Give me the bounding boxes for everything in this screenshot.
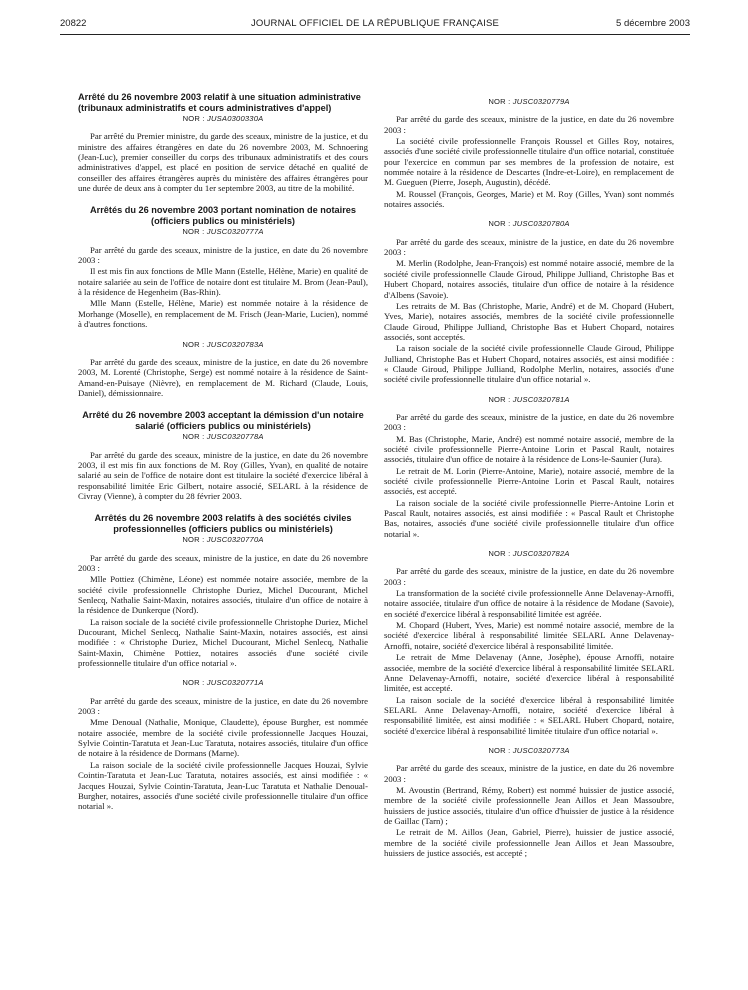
nor-reference: NOR : JUSC0320777A	[182, 227, 264, 237]
section-title: Arrêtés du 26 novembre 2003 relatifs à des sociétés civiles professionnelles (officiers publics ou ministériels)	[94, 513, 352, 534]
page-number: 20822	[60, 18, 87, 29]
decree-subsection	[78, 678, 368, 811]
paragraph: Par arrêté du garde des sceaux, ministre de la justice, en date du 26 novembre 2003 :	[78, 244, 368, 266]
paragraph: Il est mis fin aux fonctions de Mlle Mann (Estelle, Hélène, Marie) en qualité de notaire salariée au sein de l'office de notaire dont est titulaire M. Brom (Jean-Paul), à la résidence de Hegenheim (Bas-Rhin).	[78, 266, 368, 298]
nor-reference: NOR : JUSC0320771A	[182, 678, 264, 688]
paragraph: Par arrêté du garde des sceaux, ministre de la justice, en date du 26 novembre 2003 :	[384, 763, 674, 784]
decree-section	[78, 410, 368, 501]
paragraph: M. Bas (Christophe, Marie, André) est nommé notaire associé, membre de la société civile professionnelle Pierre-Antoine Lorin et Pascal Rault, notaires associés, titulaire d'un office de notaire à la résidence de Lons-le-Saunier (Jura).	[384, 433, 674, 465]
paragraph: M. Roussel (François, Georges, Marie) et M. Roy (Gilles, Yvan) sont nommés notaires associés.	[384, 188, 674, 210]
decree-subsection	[384, 746, 674, 858]
decree-subsection	[78, 340, 368, 399]
decree-section	[78, 513, 368, 668]
nor-reference: NOR : JUSC0320778A	[182, 432, 264, 442]
decree-subsection	[384, 395, 674, 539]
nor-reference: NOR : JUSC0320783A	[182, 339, 264, 349]
decree-subsection	[384, 97, 674, 209]
nor-reference: NOR : JUSC0320782A	[488, 549, 570, 559]
right-column	[384, 96, 674, 859]
nor-reference: NOR : JUSC0320770A	[182, 535, 264, 545]
decree-subsection	[384, 219, 674, 384]
paragraph: Le retrait de M. Aillos (Jean, Gabriel, Pierre), huissier de justice associé, membre de la société civile professionnelle Jean Aillos et Jean Massoubre, huissiers de justice associés, est accepté ;	[384, 827, 674, 858]
paragraph: La société civile professionnelle François Roussel et Gilles Roy, notaires, associés d'une société civile professionnelle titulaire d'un office notarial, constituée pour l'exercice en commun par ses membres de la profession de notaire, est nommée notaire à la résidence de Descartes (Indre-et-Loire), en remplacement de M. Gueguen (Pierre, Joseph, Augustin), décédé.	[384, 136, 674, 188]
decree-section	[78, 205, 368, 329]
paragraph: Par arrêté du garde des sceaux, ministre de la justice, en date du 26 novembre 2003 :	[384, 114, 674, 135]
paragraph: Par arrêté du garde des sceaux, ministre de la justice, en date du 26 novembre 2003 :	[78, 695, 368, 717]
nor-reference: NOR : JUSC0320781A	[488, 394, 570, 404]
paragraph: La raison sociale de la société civile professionnelle Christophe Duriez, Michel Ducourant, Michel Senlecq, Nathalie Saint-Maxin, notaires associés, est ainsi modifiée : « Christophe Duriez, Michel Ducourant, Michel Senlecq, Nathalie Saint-Maxin, Chimène Pottiez, notaires associés d'une société civile professionnelle titulaire d'un office notarial ».	[78, 616, 368, 669]
paragraph: Par arrêté du garde des sceaux, ministre de la justice, en date du 26 novembre 2003 :	[384, 236, 674, 258]
paragraph: Par arrêté du garde des sceaux, ministre de la justice, en date du 26 novembre 2003, M. Lorenté (Christophe, Serge) est nommé notaire à la résidence de Saint-Amand-en-Puisaye (Nièvre), en remplacement de M. Richard (Claude, Louis, Daniel), démissionnaire.	[78, 356, 368, 398]
left-column	[78, 92, 368, 813]
journal-title: JOURNAL OFFICIEL DE LA RÉPUBLIQUE FRANÇAISE	[250, 18, 500, 29]
paragraph: Par arrêté du garde des sceaux, ministre de la justice, en date du 26 novembre 2003 :	[384, 566, 674, 587]
paragraph: La raison sociale de la société civile professionnelle Jacques Houzai, Sylvie Cointin-Taratuta et Jean-Luc Taratuta, notaires associés, est ainsi modifiée : « Jacques Houzai, Sylvie Cointin-Taratuta, Jean-Luc Taratuta et Nathalie Denoual-Burgher, notaires, associés d'une société civile professionnelle titulaire d'un office notarial ».	[78, 759, 368, 812]
paragraph: La raison sociale de la société d'exercice libéral à responsabilité limitée SELARL Anne Delavenay-Arnoffi, notaire, société d'exercice libéral à responsabilité limitée, est ainsi modifiée : « SELARL Hubert Chopard, notaire, société d'exercice libéral à responsabilité limitée titulaire d'un office notarial ».	[384, 694, 674, 736]
paragraph: M. Chopard (Hubert, Yves, Marie) est nommé notaire associé, membre de la société d'exercice libéral à responsabilité limitée SELARL Anne Delavenay-Arnoffi, notaire, société d'exercice libéral à responsabilité limitée.	[384, 620, 674, 651]
paragraph: M. Merlin (Rodolphe, Jean-François) est nommé notaire associé, membre de la société civile professionnelle Claude Giroud, Philippe Julliand, Christophe Bas et Hubert Chopard, notaires associés, titulaire d'un office de notaire à la résidence d'Albens (Savoie).	[384, 258, 674, 300]
issue-date: 5 décembre 2003	[616, 18, 690, 29]
paragraph: La raison sociale de la société civile professionnelle Claude Giroud, Philippe Julliand, Christophe Bas et Hubert Chopard, notaires associés, est ainsi modifiée : « Claude Giroud, Philippe Julliand, Rodolphe Merlin, notaires, associés d'une société civile professionnelle titulaire d'un office notarial ».	[384, 343, 674, 385]
header-rule	[60, 34, 690, 35]
section-title: Arrêté du 26 novembre 2003 acceptant la démission d'un notaire salarié (officiers publics ou ministériels)	[82, 410, 364, 431]
paragraph: Par arrêté du garde des sceaux, ministre de la justice, en date du 26 novembre 2003 :	[78, 552, 368, 573]
decree-section	[78, 92, 368, 193]
paragraph: Les retraits de M. Bas (Christophe, Marie, André) et de M. Chopard (Hubert, Yves, Marie), notaires associés, membres de la société civile professionnelle Claude Giroud, Philippe Julliand, Christophe Bas et Hubert Chopard, notaires associés, sont acceptés.	[384, 300, 674, 342]
paragraph: Par arrêté du garde des sceaux, ministre de la justice, en date du 26 novembre 2003 :	[384, 411, 674, 433]
nor-reference: NOR : JUSC0320779A	[488, 97, 570, 106]
paragraph: Par arrêté du Premier ministre, du garde des sceaux, ministre de la justice, et du ministre des affaires étrangères en date du 26 novembre 2003, M. Schnoering (Jean-Luc), premier conseiller du corps des tribunaux administratifs et des cours administratives d'appel, est placé en position de service détaché en qualité de conseiller des affaires étrangères auprès du ministère des affaires étrangères pour une durée de deux ans à compter du 1er septembre 2003, au titre de la mobilité.	[78, 131, 368, 194]
section-title: Arrêtés du 26 novembre 2003 portant nomination de notaires (officiers publics ou ministériels)	[90, 205, 356, 226]
paragraph: Par arrêté du garde des sceaux, ministre de la justice, en date du 26 novembre 2003, il est mis fin aux fonctions de M. Roy (Gilles, Yvan), en qualité de notaire salarié au sein de l'office de notaire dont est titulaire la société d'exercice libéral à responsabilité limitée Eric Gilbert, notaire associé, SELARL à la résidence de Civray (Vienne), à compter du 28 février 2003.	[78, 449, 368, 501]
paragraph: Mlle Mann (Estelle, Hélène, Marie) est nommée notaire à la résidence de Morhange (Moselle), en remplacement de M. Frisch (Jean-Marie, Lucien), nommé à d'autres fonctions.	[78, 298, 368, 330]
nor-reference: NOR : JUSC0320780A	[488, 219, 570, 229]
nor-reference: NOR : JUSC0320773A	[488, 745, 570, 755]
nor-reference: NOR : JUSA0300330A	[182, 114, 264, 123]
paragraph: La raison sociale de la société civile professionnelle Pierre-Antoine Lorin et Pascal Rault, notaires associés, est ainsi modifiée : « Pascal Rault et Christophe Bas, notaires, associés d'une société civile professionnelle titulaire d'un office notarial ».	[384, 497, 674, 539]
paragraph: Mlle Pottiez (Chimène, Léone) est nommée notaire associée, membre de la société civile professionnelle Christophe Duriez, Michel Ducourant, Michel Senlecq, Nathalie Saint-Maxin, notaires associés, titulaire d'un office de notaire à la résidence de Dunkerque (Nord).	[78, 574, 368, 616]
page-header	[60, 18, 690, 32]
paragraph: Le retrait de Mme Delavenay (Anne, Josèphe), épouse Arnoffi, notaire associée, membre de la société d'exercice libéral à responsabilité limitée SELARL Anne Delavenay-Arnoffi, notaire, société d'exercice libéral à responsabilité limitée, est accepté.	[384, 652, 674, 694]
paragraph: La transformation de la société civile professionnelle Anne Delavenay-Arnoffi, notaire associée, titulaire d'un office de notaire à la résidence de Modane (Savoie), en société d'exercice libéral à responsabilité limitée est agréée.	[384, 588, 674, 619]
paragraph: Le retrait de M. Lorin (Pierre-Antoine, Marie), notaire associé, membre de la société civile professionnelle Pierre-Antoine Lorin et Pascal Rault, notaires associés, est accepté.	[384, 465, 674, 497]
paragraph: Mme Denoual (Nathalie, Monique, Claudette), épouse Burgher, est nommée notaire associée, membre de la société civile professionnelle Jacques Houzai, Sylvie Cointin-Taratuta et Jean-Luc Taratuta, notaires associés, titulaire d'un office de notaire à la résidence de Dormans (Marne).	[78, 717, 368, 759]
section-title: Arrêté du 26 novembre 2003 relatif à une situation administrative (tribunaux administratifs et cours administratives d'appel)	[78, 92, 361, 113]
paragraph: M. Avoustin (Bertrand, Rémy, Robert) est nommé huissier de justice associé, membre de la société civile professionnelle Jean Aillos et Jean Massoubre, huissiers de justice associés, titulaire d'un office d'huissier de justice à la résidence de Gaillac (Tarn) ;	[384, 784, 674, 826]
decree-subsection	[384, 549, 674, 736]
